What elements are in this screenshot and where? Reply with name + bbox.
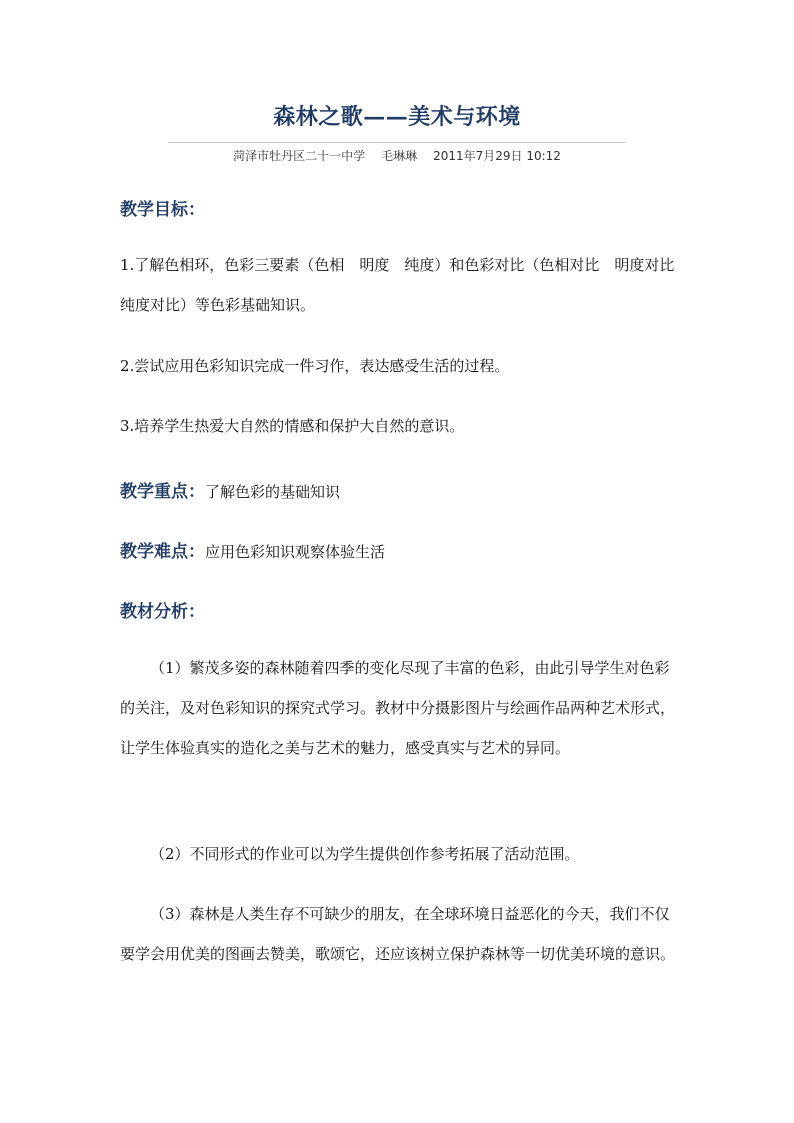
objective-item-1: 1.了解色相环，色彩三要素（色相 明度 纯度）和色彩对比（色相对比 明度对比 纯度对比）等色彩基础知识。: [120, 256, 690, 314]
objective-item-3: 3.培养学生热爱大自然的情感和保护大自然的意识。: [120, 417, 465, 435]
title-divider: [168, 142, 626, 143]
objective-item-2: 2.尝试应用色彩知识完成一件习作，表达感受生活的过程。: [120, 357, 510, 375]
meta-school: 菏泽市牡丹区二十一中学: [233, 149, 366, 163]
analysis-item-2: （2）不同形式的作业可以为学生提供创作参考拓展了活动范围。: [150, 845, 580, 863]
key-point-value: 了解色彩的基础知识: [205, 483, 341, 501]
objectives-heading: 教学目标：: [120, 200, 205, 220]
meta-datetime: 2011年7月29日 10:12: [433, 149, 561, 163]
key-point-section: [120, 477, 340, 502]
difficulty-value: 应用色彩知识观察体验生活: [205, 543, 386, 561]
difficulty-section: [120, 537, 385, 562]
analysis-heading: 教材分析：: [120, 602, 205, 622]
meta-author: 毛琳琳: [381, 149, 418, 163]
article-title: 森林之歌——美术与环境: [273, 104, 521, 130]
analysis-item-1: （1）繁茂多姿的森林随着四季的变化尽现了丰富的色彩，由此引导学生对色彩的关注，及对色彩知识的探究式学习。教材中分摄影图片与绘画作品两种艺术形式，让学生体验真实的造化之美与艺术的魅力，感受真实与艺术的异同。: [120, 659, 676, 757]
analysis-item-3: （3）森林是人类生存不可缺少的朋友，在全球环境日益恶化的今天，我们不仅要学会用优美的图画去赞美，歌颂它，还应该树立保护森林等一切优美环境的意识。: [120, 905, 676, 963]
article-meta: [0, 147, 794, 164]
difficulty-heading: 教学难点：: [120, 542, 205, 562]
key-point-heading: 教学重点：: [120, 482, 205, 502]
